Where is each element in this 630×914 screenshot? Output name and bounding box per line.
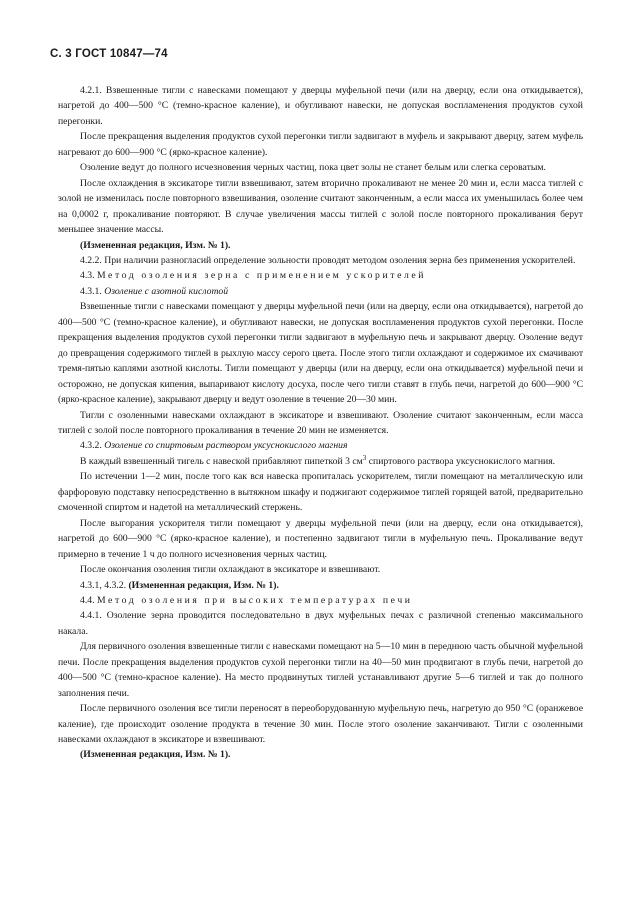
document-body: [58, 83, 583, 763]
subsection-heading-4-3-2: [58, 438, 583, 453]
amendment-refs: 4.3.1, 4.3.2.: [80, 579, 127, 591]
paragraph: После охлаждения в эксикаторе тигли взвешивают, затем вторично прокаливают не менее 20 мин и, если масса тиглей с золой не изменилась после повторного взвешивания, озоление считают законченным, а если масса их уменьшилась более чем на 0,0002 г, прокаливание повторяют. В случае увеличения массы тиглей с золой после повторного прокаливания берут меньшее значение массы.: [58, 177, 583, 236]
amendment-note: (Измененная редакция, Изм. № 1).: [128, 579, 279, 591]
section-number: 4.3.: [80, 270, 95, 282]
section-title: Метод озоления при высоких температурах печи: [96, 594, 413, 606]
section-heading-4-3: [58, 268, 583, 283]
paragraph: По истечении 1—2 мин, после того как вся навеска пропиталась ускорителем, тигли помещают на металлическую или фарфоровую подставку непосредственно в вытяжном шкафу и поджигают содержимое тиглей горящей ватой, предварительно смоченной спиртом и надетой на металлический стержень.: [58, 471, 583, 514]
paragraph: После выгорания ускорителя тигли помещают у дверцы муфельной печи (или на дверцу, если она откидывается), нагретой до 600—900 °С (ярко-красное каление), и постепенно задвигают тигли в муфельную печь. Прокаливание ведут примерно в течение 1 ч до полного исчезновения черных частиц.: [58, 517, 583, 560]
paragraph-4-2-2: 4.2.2. При наличии разногласий определение зольности проводят методом озоления зерна без применения ускорителей.: [80, 254, 576, 266]
text-run: спиртового раствора уксуснокислого магния.: [366, 455, 556, 467]
subsection-number: 4.3.2.: [80, 440, 102, 452]
section-heading-4-4: [58, 593, 583, 608]
paragraph: [58, 454, 583, 469]
page-header: С. 3 ГОСТ 10847—74: [50, 48, 168, 60]
subsection-title: Озоление со спиртовым раствором уксуснокислого магния: [104, 440, 348, 452]
amendment-line: [58, 578, 583, 593]
subsection-number: 4.3.1.: [80, 285, 102, 297]
subsection-title: Озоление с азотной кислотой: [104, 285, 229, 297]
paragraph: Для первичного озоления взвешенные тигли с навесками помещают на 5—10 мин в переднюю часть обычной муфельной печи. После прекращения выделения продуктов сухой перегонки тигли на 40—50 мин продвигают в глубь печи, нагретой до 400—500 °С (темно-красное каление). На место продвинутых тиглей устанавливают другие 5—6 тиглей и так до полного заполнения печи.: [58, 641, 583, 699]
amendment-note: (Измененная редакция, Изм. № 1).: [80, 239, 231, 251]
subsection-heading-4-3-1: [58, 284, 583, 299]
text-run: В каждый взвешенный тигель с навеской прибавляют пипеткой 3 см: [80, 455, 363, 467]
paragraph: Тигли с озоленными навесками охлаждают в эксикаторе и взвешивают. Озоление считают законченным, если масса тиглей с золой после повторного прокаливания в течение 20 мин не изменяется.: [58, 409, 583, 436]
section-number: 4.4.: [80, 594, 95, 606]
section-title: Метод озоления зерна с применением ускорителей: [96, 270, 427, 282]
amendment-note: (Измененная редакция, Изм. № 1).: [80, 749, 231, 761]
superscript: 3: [362, 453, 367, 462]
paragraph: Озоление ведут до полного исчезновения черных частиц, пока цвет золы не станет белым или слегка сероватым.: [80, 162, 546, 174]
paragraph: Взвешенные тигли с навесками помещают у дверцы муфельной печи (или на дверцу, если она откидывается), нагретой до 400—500 °С (темно-красное каление), и обугливают навески, не допуская воспламенения продуктов сухой перегонки. После прекращения выделения продуктов сухой перегонки тигли задвигают в муфельную печь и закрывают дверцу. Озоление ведут до превращения содержимого тиглей в рыхлую массу серого цвета. После этого тигли охлаждают и содержимое их смачивают тремя-пятью каплями азотной кислоты. Тигли помещают у дверцы (или на дверцу, если она откидывается) муфельной печи и осторожно, не допуская кипения, выпаривают кислоту досуха, после чего тигли ставят в глубь печи, нагретой до 600—900 °С (ярко-красное каление), закрывают дверцу и ведут озоление в течение 20—30 мин.: [58, 301, 583, 406]
paragraph: После окончания озоления тигли охлаждают в эксикаторе и взвешивают.: [80, 564, 381, 576]
paragraph: После первичного озоления все тигли переносят в переоборудованную муфельную печь, нагретую до 950 °С (оранжевое каление), где происходит озоление продукта в течение 30 мин. После этого озоление заканчивают. Тигли с озоленными навесками охлаждают в эксикаторе и взвешивают.: [58, 703, 583, 746]
paragraph-4-2-1: 4.2.1. Взвешенные тигли с навесками помещают у дверцы муфельной печи (или на дверцу, если она откидывается), нагретой до 400—500 °С (темно-красное каление), и обугливают навески, не допуская воспламенения продуктов сухой перегонки.: [58, 85, 583, 127]
paragraph-4-4-1: 4.4.1. Озоление зерна проводится последовательно в двух муфельных печах с различной степенью максимального накала.: [58, 610, 583, 637]
paragraph: После прекращения выделения продуктов сухой перегонки тигли задвигают в муфель и закрывают дверцу, затем муфель нагревают до 600—900 °С (ярко-красное каление).: [58, 131, 583, 158]
